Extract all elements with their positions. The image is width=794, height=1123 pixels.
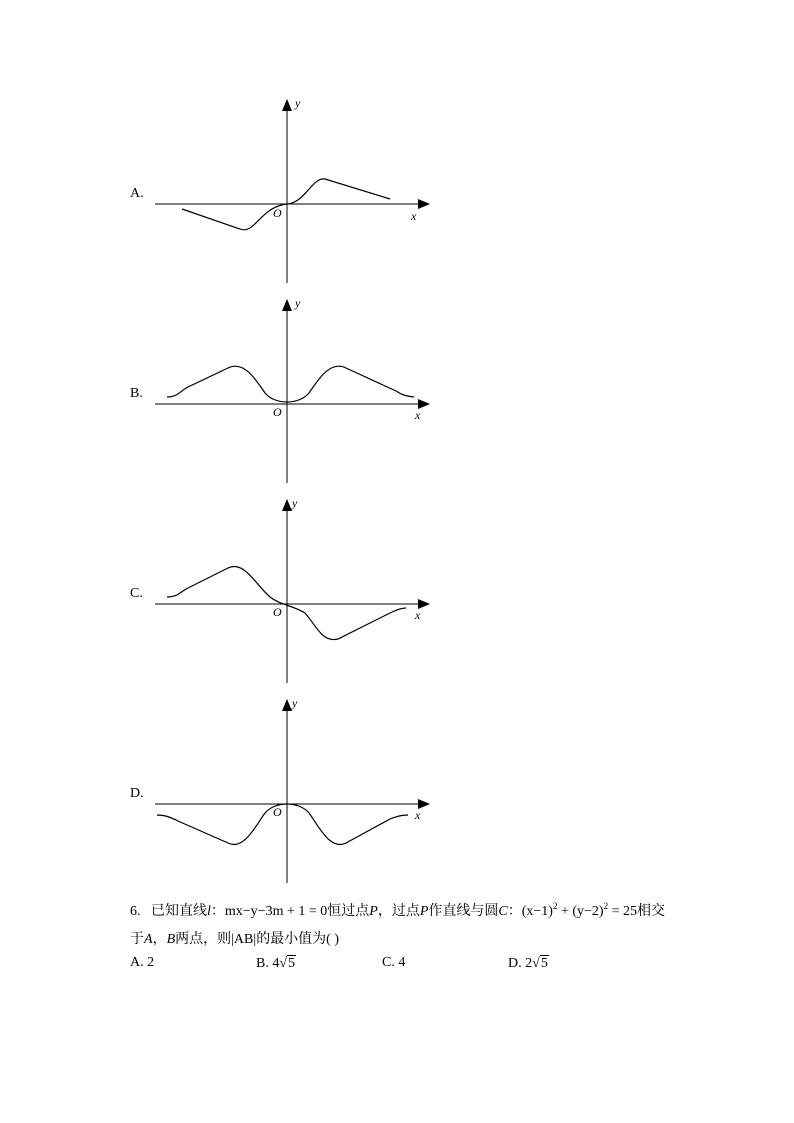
choice-letter: A. — [130, 955, 144, 970]
graph-a-svg — [0, 95, 794, 285]
y-axis-label: y — [295, 96, 301, 110]
graph-d-svg — [0, 695, 794, 885]
choice-value: 2 — [525, 956, 533, 971]
option-label: C. — [130, 586, 143, 601]
abs-ab: |AB| — [231, 932, 257, 947]
choice-value: 4 — [398, 955, 406, 970]
y-axis-label: y — [292, 696, 298, 710]
question-text: 已知直线 — [151, 904, 207, 919]
x-axis-label: x — [415, 408, 421, 422]
y-axis-arrow — [282, 299, 292, 311]
question-line-2 — [130, 928, 339, 948]
graph-option-a — [0, 95, 794, 285]
question-number: 6. — [130, 904, 141, 919]
y-axis-label: y — [295, 296, 301, 310]
option-label: D. — [130, 786, 144, 801]
choice-c[interactable] — [382, 955, 405, 971]
circle-name: C — [498, 904, 508, 919]
choice-letter: D. — [508, 956, 522, 971]
curve-d — [157, 804, 408, 845]
choice-value: 4 — [272, 956, 280, 971]
point-a: A — [144, 932, 153, 947]
sqrt-sign: √ — [279, 956, 288, 971]
exponent: 2 — [603, 901, 609, 911]
origin-label: O — [273, 206, 282, 220]
circle-equation-part: (x−1) — [521, 904, 553, 919]
choice-a[interactable] — [130, 955, 154, 971]
colon: ： — [507, 904, 522, 919]
origin-label: O — [273, 805, 282, 819]
choice-letter: C. — [382, 955, 395, 970]
origin-label: O — [273, 605, 282, 619]
x-axis-label: x — [411, 209, 417, 223]
choice-letter: B. — [256, 956, 269, 971]
graph-option-d — [0, 695, 794, 885]
point-b: B — [166, 932, 176, 947]
x-axis-label: x — [415, 608, 421, 622]
question-text: 恒过点 — [327, 904, 370, 919]
graph-b-svg — [0, 295, 794, 485]
line-equation: mx−y−3m + 1 = 0 — [224, 904, 328, 919]
radicand: 5 — [540, 956, 548, 971]
question-line-1 — [130, 900, 665, 920]
point-p: P — [419, 904, 429, 919]
origin-label: O — [273, 405, 282, 419]
circle-equation-part: = 25 — [608, 904, 637, 919]
question-text: 两点，则 — [175, 932, 232, 947]
option-label: A. — [130, 186, 144, 201]
graph-option-b — [0, 295, 794, 485]
question-text: ，过点 — [377, 904, 420, 919]
choice-d[interactable] — [508, 955, 549, 972]
point-p: P — [369, 904, 378, 919]
choice-value: 2 — [147, 955, 155, 970]
curve-b — [167, 366, 414, 402]
option-label: B. — [130, 386, 143, 401]
graph-option-c — [0, 495, 794, 685]
y-axis-label: y — [292, 496, 298, 510]
y-axis-arrow — [282, 99, 292, 111]
x-axis-arrow — [418, 199, 430, 209]
comma: ， — [152, 932, 167, 947]
answer-choices — [130, 955, 730, 975]
radicand: 5 — [288, 956, 296, 971]
graph-c-svg — [0, 495, 794, 685]
question-text: 的最小值为( ) — [256, 932, 340, 947]
x-axis-label: x — [415, 808, 421, 822]
question-text: 相交 — [637, 904, 665, 919]
question-text: 于 — [130, 932, 144, 947]
exponent: 2 — [552, 901, 558, 911]
sqrt-sign: √ — [532, 956, 540, 971]
colon: ： — [210, 904, 225, 919]
choice-b[interactable] — [256, 955, 296, 972]
y-axis-arrow — [282, 699, 292, 711]
y-axis-arrow — [282, 499, 292, 511]
line-name: l — [207, 904, 211, 919]
circle-equation-part: + (y−2) — [557, 904, 604, 919]
question-text: 作直线与圆 — [428, 904, 499, 919]
